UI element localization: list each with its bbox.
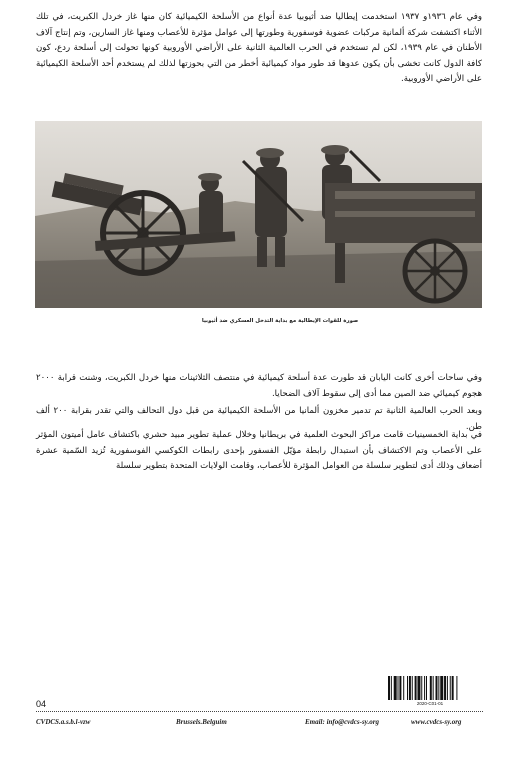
footer-organization: CVDCS.a.s.b.l-vzw xyxy=(36,718,91,726)
photo-caption: صورة للقوات الإيطالية مع بداية التدخل العسكري ضد أثيوبيا xyxy=(201,318,359,324)
paragraph-fifties-research: في بداية الخمسينيات قامت مراكز البحوث العلمية في بريطانيا وخلال عملية تطوير مبيد حشري باكتشاف عامل أميتون المؤثر على الأعصاب وتم الاكتشاف بأن استبدال رابطة مؤيّل الفسفور بإحدى رابطات الكوكسي الفوسفورية تُزيد السّمية عشرة أضعاف وذلك أدى لتطوير سلسلة من العوامل المؤثرة للأعصاب، وقامت الولايات المتحدة بتطوير سلسلة xyxy=(36,430,482,472)
paragraph-japan: وفي ساحات أخرى كانت اليابان قد طورت عدة أسلحة كيميائية في منتصف الثلاثينات منها خردل الكبريت، وشنت قرابة ٢٠٠٠ هجوم كيميائي ضد الصين مما أدى إلى سقوط آلاف الضحايا. xyxy=(36,373,482,399)
footer-location: Brussels.Belguim xyxy=(176,718,227,726)
barcode-number: 2020-C01-01 xyxy=(416,701,444,706)
footer-email: Email: info@cvdcs-sy.org xyxy=(305,718,379,726)
historical-photo xyxy=(35,121,482,308)
page-number: 04 xyxy=(36,699,47,709)
footer-divider xyxy=(36,711,483,712)
paragraph-italy-ethiopia: وفي عام ١٩٣٦و ١٩٣٧ استخدمت إيطاليا ضد أثيوبيا عدة أنواع من الأسلحة الكيميائية كان منها غاز خردل الكبريت، في تلك الأثناء اكتشفت شركة ألمانية مركبات عضوية فوسفورية وطورتها إلى عوامل مؤثرة للأعصاب ومنها غاز السارين، وتم إنتاج آلاف الأطنان في عام ١٩٣٩، لكن لم تستخدم في الحرب العالمية الثانية على الأراضي الأوروبية كونها تحولت إلى أسلحة ردع، كون كافة الدول كانت تخشى بأن يكون عدوها قد طور مواد كيميائية أخطر من التي بحوزتها لذلك لم يستخدم أحد الأسلحة الكيميائية على الأراضي الأوروبية. xyxy=(36,12,482,85)
footer-website: www.cvdcs-sy.org xyxy=(411,718,462,726)
paragraph-post-war: وبعد الحرب العالمية الثانية تم تدمير مخزون ألمانيا من الأسلحة الكيميائية من قبل دول التحالف والتي تقدر بقرابة ٢٠٠ ألف طن. xyxy=(36,406,482,432)
